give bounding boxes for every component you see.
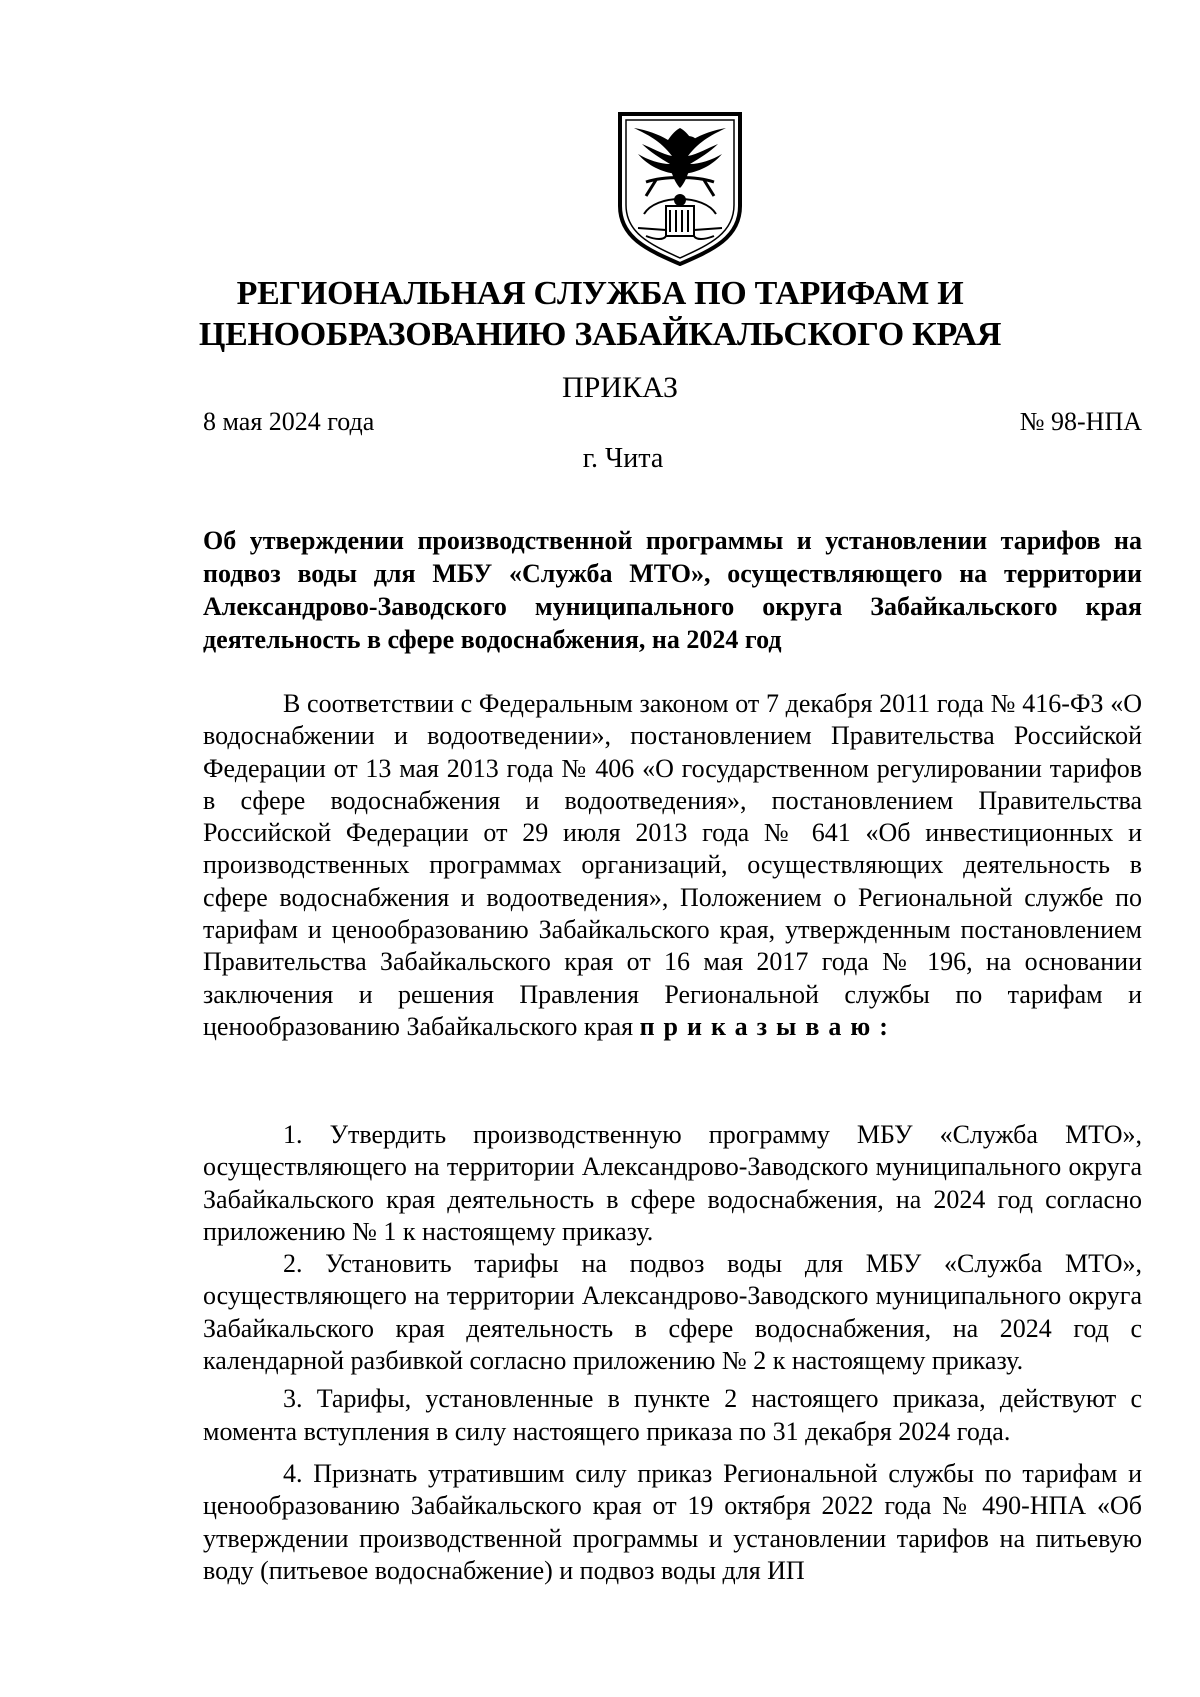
order-item-2: 2. Установить тарифы на подвоз воды для МБУ «Служба МТО», осуществляющего на территории Александрово-Заводского муниципального округа Забайкальского края деятельность в сфере водоснабжения, на 2024 год с календарной разбивкой согласно приложению № 2 к настоящему приказу. xyxy=(203,1249,1142,1376)
document-subject: Об утверждении производственной программы и установлении тарифов на подвоз воды для МБУ «Служба МТО», осуществляющего на территории Александрово-Заводского муниципального округа Забайкальского края деятельность в сфере водоснабжения, на 2024 год xyxy=(203,526,1142,654)
preamble-text: В соответствии с Федеральным законом от 7 декабря 2011 года № 416-ФЗ «О водоснабжении и водоотведении», постановлением Правительства Российской Федерации от 13 мая 2013 года № 406 «О государственном регулировании тарифов в сфере водоснабжения и водоотведения», постановлением Правительства Российской Федерации от 29 июля 2013 года № 641 «Об инвестиционных и производственных программах организаций, осуществляющих деятельность в сфере водоснабжения и водоотведения», Положением о Региональной службе по тарифам и ценообразованию Забайкальского края, утвержденным постановлением Правительства Забайкальского края от 16 мая 2017 года № 196, на основании заключения и решения Правления Региональной службы по тарифам и ценообразованию Забайкальского края xyxy=(203,689,1142,1041)
document-date: 8 мая 2024 года xyxy=(203,407,375,436)
order-item-1: 1. Утвердить производственную программу МБУ «Служба МТО», осуществляющего на территории Александрово-Заводского муниципального округа Забайкальского края деятельность в сфере водоснабжения, на 2024 год согласно приложению № 1 к настоящему приказу. xyxy=(203,1120,1142,1246)
order-items xyxy=(203,1119,1142,1587)
preamble-paragraph xyxy=(203,688,1142,1043)
organization-title-line-2: ЦЕНООБРАЗОВАНИЮ ЗАБАЙКАЛЬСКОГО КРАЯ xyxy=(198,316,1002,353)
document-city: г. Чита xyxy=(582,443,664,474)
order-item-4: 4. Признать утратившим силу приказ Региональной службы по тарифам и ценообразованию Забайкальского края от 19 октября 2022 года № 490-НПА «Об утверждении производственной программы и установлении тарифов на питьевую воду (питьевое водоснабжение) и подвоз воды для ИП xyxy=(203,1458,1142,1585)
order-word: приказываю: xyxy=(639,1011,897,1041)
document-type: ПРИКАЗ xyxy=(562,371,678,404)
organization-title-line-1: РЕГИОНАЛЬНАЯ СЛУЖБА ПО ТАРИФАМ И xyxy=(236,275,964,312)
order-item-3: 3. Тарифы, установленные в пункте 2 настоящего приказа, действуют с момента вступления в силу настоящего приказа по 31 декабря 2024 года. xyxy=(203,1384,1142,1446)
document-number: № 98-НПА xyxy=(1019,407,1142,436)
coat-of-arms-icon xyxy=(616,110,744,266)
